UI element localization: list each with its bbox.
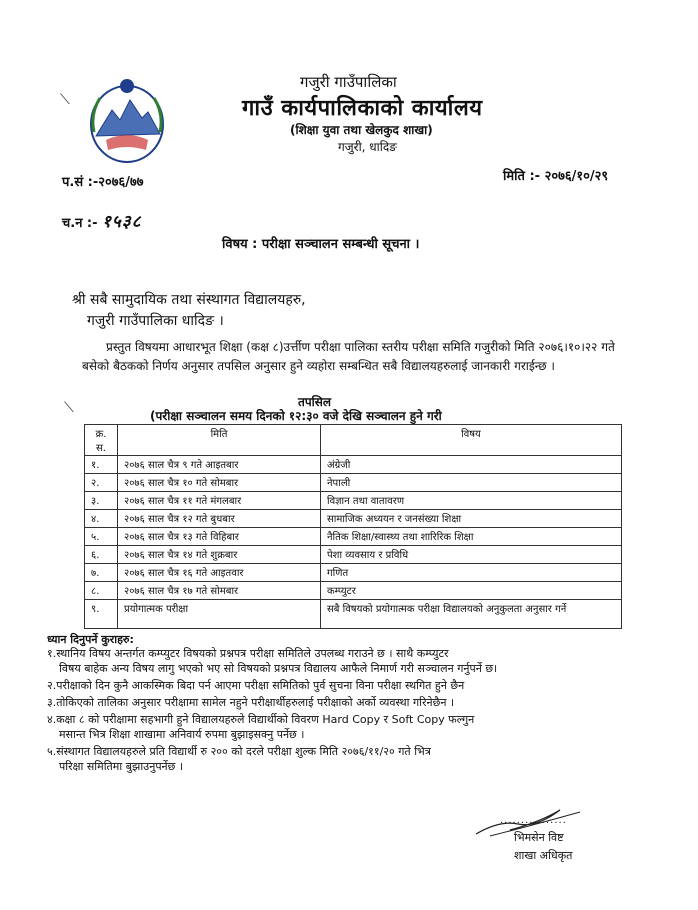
column-header-date: मिति	[118, 425, 321, 456]
row-sn: २.	[85, 474, 118, 492]
margin-mark: ⟍	[64, 400, 74, 416]
row-date: २०७६ साल चैत्र १६ गते आइतवार	[118, 564, 321, 582]
schedule-time-note: (परीक्षा सञ्चालन समय दिनको १२:३० वजे देखि सञ्चालन हुने गरी	[150, 409, 442, 423]
row-subject: सामाजिक अध्ययन र जनसंख्या शिक्षा	[321, 510, 622, 528]
note-continuation: विषय बाहेक अन्य विषय लागु भएको भए सो विषयको प्रश्नपत्र विद्यालय आफैले निमार्ण गरी सञ्चालन गर्नुपर्ने छ।	[59, 662, 498, 675]
row-subject: विज्ञान तथा वातावरण	[321, 492, 622, 510]
section-name: (शिक्षा युवा तथा खेलकुद शाखा)	[290, 123, 433, 137]
row-date: २०७६ साल चैत्र १० गते सोमबार	[118, 474, 321, 492]
letter-date: मिति :- २०७६/१०/२९	[503, 169, 609, 184]
notes-heading: ध्यान दिनुपर्ने कुराहरु:	[47, 633, 134, 646]
dispatch-number	[62, 209, 141, 232]
row-date: प्रयोगात्मक परीक्षा	[118, 600, 321, 629]
row-subject: पेशा व्यवसाय र प्रविधि	[321, 546, 622, 564]
dispatch-handwritten-number: १५३८	[102, 212, 142, 232]
row-sn: ३.	[85, 492, 118, 510]
row-sn: ६.	[85, 546, 118, 564]
table-row	[85, 492, 622, 510]
note-text: १.स्थानिय विषय अन्तर्गत कम्प्युटर विषयको प्रश्नपत्र परीक्षा समितिले उपलब्ध गराउने छ । साथै कम्प्युटर	[47, 647, 449, 660]
row-sn: ४.	[85, 510, 118, 528]
row-subject: अंग्रेजी	[321, 456, 622, 474]
office-name: गजुरी गाउँपालिका	[300, 73, 397, 91]
row-date: २०७६ साल चैत्र १३ गते विहिबार	[118, 528, 321, 546]
row-date: २०७६ साल चैत्र ११ गते मंगलबार	[118, 492, 321, 510]
note-text: २.परीक्षाको दिन कुनै आकस्मिक बिदा पर्न आएमा परीक्षा समितिको पुर्व सुचना विना परीक्षा स्थगित हुने छैन	[47, 679, 465, 692]
addressee-line-2: गजुरी गाउँपालिका धादिङ ।	[87, 313, 224, 329]
row-sn: ९.	[85, 600, 118, 629]
office-title: गाउँ कार्यपालिकाको कार्यालय	[242, 96, 483, 121]
row-date: २०७६ साल चैत्र १७ गते सोमबार	[118, 582, 321, 600]
row-date: २०७६ साल चैत्र ९ गते आइतबार	[118, 456, 321, 474]
row-sn: ५.	[85, 528, 118, 546]
row-subject: नेपाली	[321, 474, 622, 492]
office-location: गजुरी, धादिङ	[338, 140, 397, 154]
schedule-heading: तपसिल	[298, 395, 332, 409]
note-item	[47, 744, 683, 774]
row-date: २०७६ साल चैत्र १२ गते बुधबार	[118, 510, 321, 528]
note-text: ३.तोकिएको तालिका अनुसार परीक्षामा सामेल नहुने परीक्षार्थीहरुलाई परीक्षाको अर्को व्यवस्था गरिनेछैन ।	[47, 696, 455, 709]
note-continuation: मसान्त भित्र शिक्षा शाखामा अनिवार्य रुपमा बुझाइसक्नु पर्नेछ ।	[59, 728, 305, 741]
table-row	[85, 564, 622, 582]
table-header-row	[85, 425, 622, 456]
note-item	[47, 695, 683, 710]
dispatch-label: च.न :-	[62, 216, 98, 231]
note-text: ५.संस्थागत विद्यालयहरुले प्रति विद्यार्थी रु २०० को दरले परीक्षा शुल्क मिति २०७६/११/२० गते भित्र	[47, 745, 431, 758]
table-row	[85, 474, 622, 492]
note-item	[47, 646, 683, 676]
signature-dots: ................	[500, 815, 567, 826]
addressee-line-1: श्री सबै सामुदायिक तथा संस्थागत विद्यालयहरु,	[72, 292, 306, 308]
notes-list	[47, 646, 683, 776]
column-header-subject: विषय	[321, 425, 622, 456]
signatory-name: भिमसेन विष्ट	[514, 831, 564, 844]
row-subject: नैतिक शिक्षा/स्वास्थ्य तथा शारिरिक शिक्षा	[321, 528, 622, 546]
table-row	[85, 510, 622, 528]
note-item	[47, 678, 683, 693]
exam-schedule-table	[84, 424, 622, 629]
margin-mark: ⟍	[60, 92, 70, 108]
subject-line: विषय : परीक्षा सञ्चालन सम्बन्धी सूचना ।	[222, 237, 420, 252]
column-header-sn: क्र. स.	[85, 425, 118, 456]
table-row	[85, 600, 622, 629]
signatory-title: शाखा अधिकृत	[514, 849, 573, 862]
table-row	[85, 456, 622, 474]
row-subject: सबै विषयको प्रयोगात्मक परीक्षा विद्यालयको अनुकुलता अनुसार गर्ने	[321, 600, 622, 629]
table-row	[85, 528, 622, 546]
note-text: ४.कक्षा ८ को परीक्षामा सहभागी हुने विद्यालयहरुले विद्यार्थीको विवरण Hard Copy र Soft Copy फल्गुन	[47, 713, 475, 726]
table-row	[85, 582, 622, 600]
note-item	[47, 712, 683, 742]
row-sn: ८.	[85, 582, 118, 600]
nepal-government-emblem-icon	[86, 74, 168, 166]
note-continuation: परिक्षा समितिमा बुझाउनुपर्नेछ ।	[59, 760, 184, 773]
row-subject: गणित	[321, 564, 622, 582]
reference-number: प.सं :-२०७६/७७	[62, 175, 144, 190]
row-subject: कम्प्युटर	[321, 582, 622, 600]
row-date: २०७६ साल चैत्र १४ गते शुक्रबार	[118, 546, 321, 564]
body-paragraph: प्रस्तुत विषयमा आधारभूत शिक्षा (कक्ष ८)उर्त्तीण परीक्षा पालिका स्तरीय परीक्षा समिति गजुरीको मिति २०७६।१०।२२ गते बसेको बैठकको निर्णय अनुसार तपसिल अनुसार हुने व्यहोरा सम्बन्धित सबै विद्यालयहरुलाई जानकारी गराईन्छ ।	[82, 340, 615, 373]
row-sn: ७.	[85, 564, 118, 582]
row-sn: १.	[85, 456, 118, 474]
table-row	[85, 546, 622, 564]
